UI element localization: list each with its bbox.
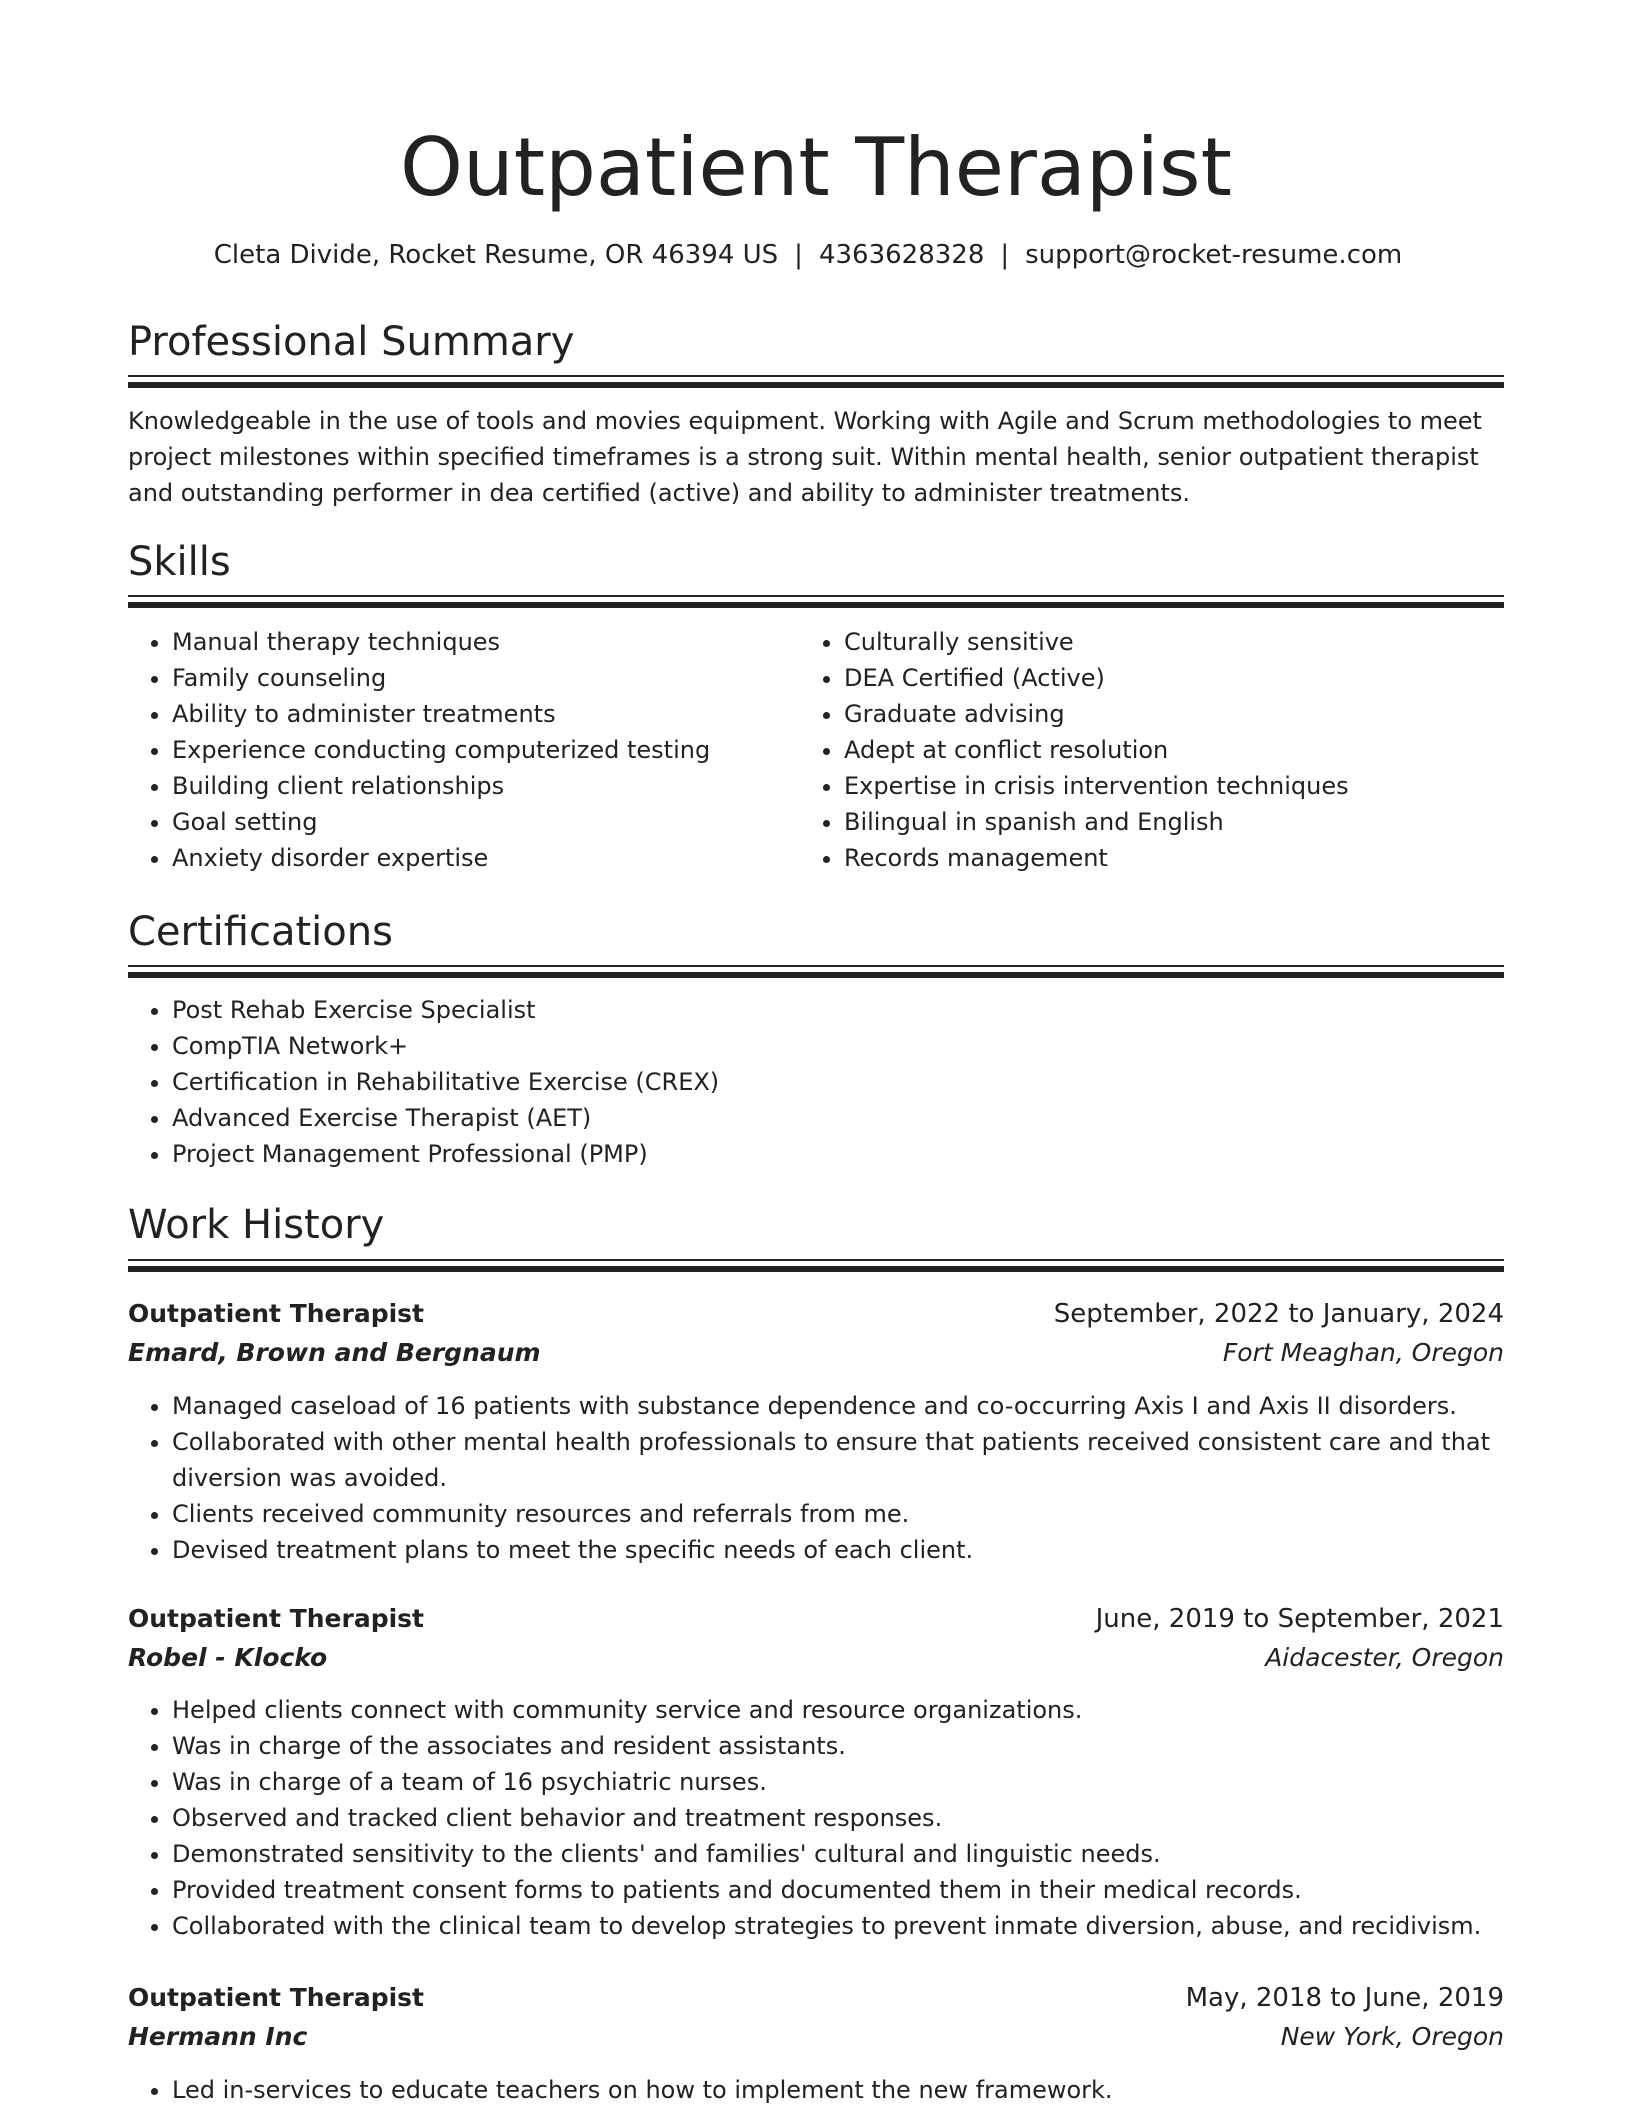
list-item: • Helped clients connect with community service and resource organizations. [172,1692,1504,1728]
list-item: • Bilingual in spanish and English [844,804,1504,840]
list-item: • Clients received community resources and referrals from me. [172,1496,1504,1532]
job-dates: May, 2018 to June, 2019 [1185,1983,1504,2013]
job-location: New York, Oregon [1280,2022,1504,2051]
list-item: • Certification in Rehabilitative Exercise (CREX) [172,1064,1504,1100]
list-item: • Anxiety disorder expertise [172,840,802,876]
job-dates: June, 2019 to September, 2021 [1095,1604,1504,1634]
list-item: • Family counseling [172,660,802,696]
list-item: • Advanced Exercise Therapist (AET) [172,1100,1504,1136]
section-title-skills: Skills [128,539,231,585]
job-title: Outpatient Therapist [128,1983,424,2012]
contact-address: Cleta Divide, Rocket Resume, OR 46394 US [213,240,779,270]
list-item: • Was in charge of a team of 16 psychiatric nurses. [172,1764,1504,1800]
list-item: • Collaborated with the clinical team to develop strategies to prevent inmate diversion, abuse, and recidivism. [172,1908,1504,1944]
list-item: • Project Management Professional (PMP) [172,1136,1504,1172]
certifications-list [128,992,1504,1172]
contact-line [120,237,1496,273]
summary-text: Knowledgeable in the use of tools and movies equipment. Working with Agile and Scrum methodologies to meet project milestones within specified timeframes is a strong suit. Within mental health, senior outpatient therapist and outstanding performer in dea certified (active) and ability to administer treatments. [128,407,1482,507]
list-item: • Graduate advising [844,696,1504,732]
contact-phone: 4363628328 [818,240,985,270]
skills-list-left [128,624,802,876]
contact-email: support@rocket-resume.com [1025,240,1403,270]
list-item: • CompTIA Network+ [172,1028,1504,1064]
section-divider [128,1259,1504,1273]
list-item: • Provided treatment consent forms to patients and documented them in their medical records. [172,1872,1504,1908]
list-item: • Demonstrated sensitivity to the clients' and families' cultural and linguistic needs. [172,1836,1504,1872]
job-bullets [128,1692,1504,1944]
job-title: Outpatient Therapist [128,1299,424,1328]
section-title-summary: Professional Summary [128,319,575,365]
list-item: • Goal setting [172,804,802,840]
list-item: • Led in-services to educate teachers on how to implement the new framework. [172,2072,1504,2108]
section-title-work-history: Work History [128,1202,385,1248]
list-item: • Culturally sensitive [844,624,1504,660]
list-item: • DEA Certified (Active) [844,660,1504,696]
skills-list-right [800,624,1504,876]
list-item: • Expertise in crisis intervention techniques [844,768,1504,804]
list-item: • Post Rehab Exercise Specialist [172,992,1504,1028]
job-company: Robel - Klocko [128,1643,328,1672]
job-location: Fort Meaghan, Oregon [1222,1338,1504,1367]
list-item: • Adept at conflict resolution [844,732,1504,768]
section-divider [128,595,1504,609]
job-bullets [128,2072,1504,2108]
section-divider [128,375,1504,389]
contact-separator: | [794,240,803,270]
job-dates: September, 2022 to January, 2024 [1053,1299,1504,1329]
list-item: • Manual therapy techniques [172,624,802,660]
list-item: • Experience conducting computerized testing [172,732,802,768]
job-bullets [128,1388,1504,1568]
list-item: • Devised treatment plans to meet the specific needs of each client. [172,1532,1504,1568]
list-item: • Records management [844,840,1504,876]
list-item: • Was in charge of the associates and resident assistants. [172,1728,1504,1764]
section-title-certifications: Certifications [128,909,393,955]
list-item: • Building client relationships [172,768,802,804]
job-location: Aidacester, Oregon [1265,1643,1504,1672]
list-item: • Collaborated with other mental health professionals to ensure that patients received consistent care and that diversion was avoided. [172,1424,1504,1496]
job-company: Hermann Inc [128,2022,308,2051]
list-item: • Observed and tracked client behavior and treatment responses. [172,1800,1504,1836]
job-title: Outpatient Therapist [128,1604,424,1633]
candidate-name: Outpatient Therapist [400,121,1232,214]
list-item: • Managed caseload of 16 patients with substance dependence and co-occurring Axis I and Axis II disorders. [172,1388,1504,1424]
contact-separator: | [1000,240,1010,270]
list-item: • Ability to administer treatments [172,696,802,732]
section-divider [128,965,1504,979]
job-company: Emard, Brown and Bergnaum [128,1338,541,1367]
